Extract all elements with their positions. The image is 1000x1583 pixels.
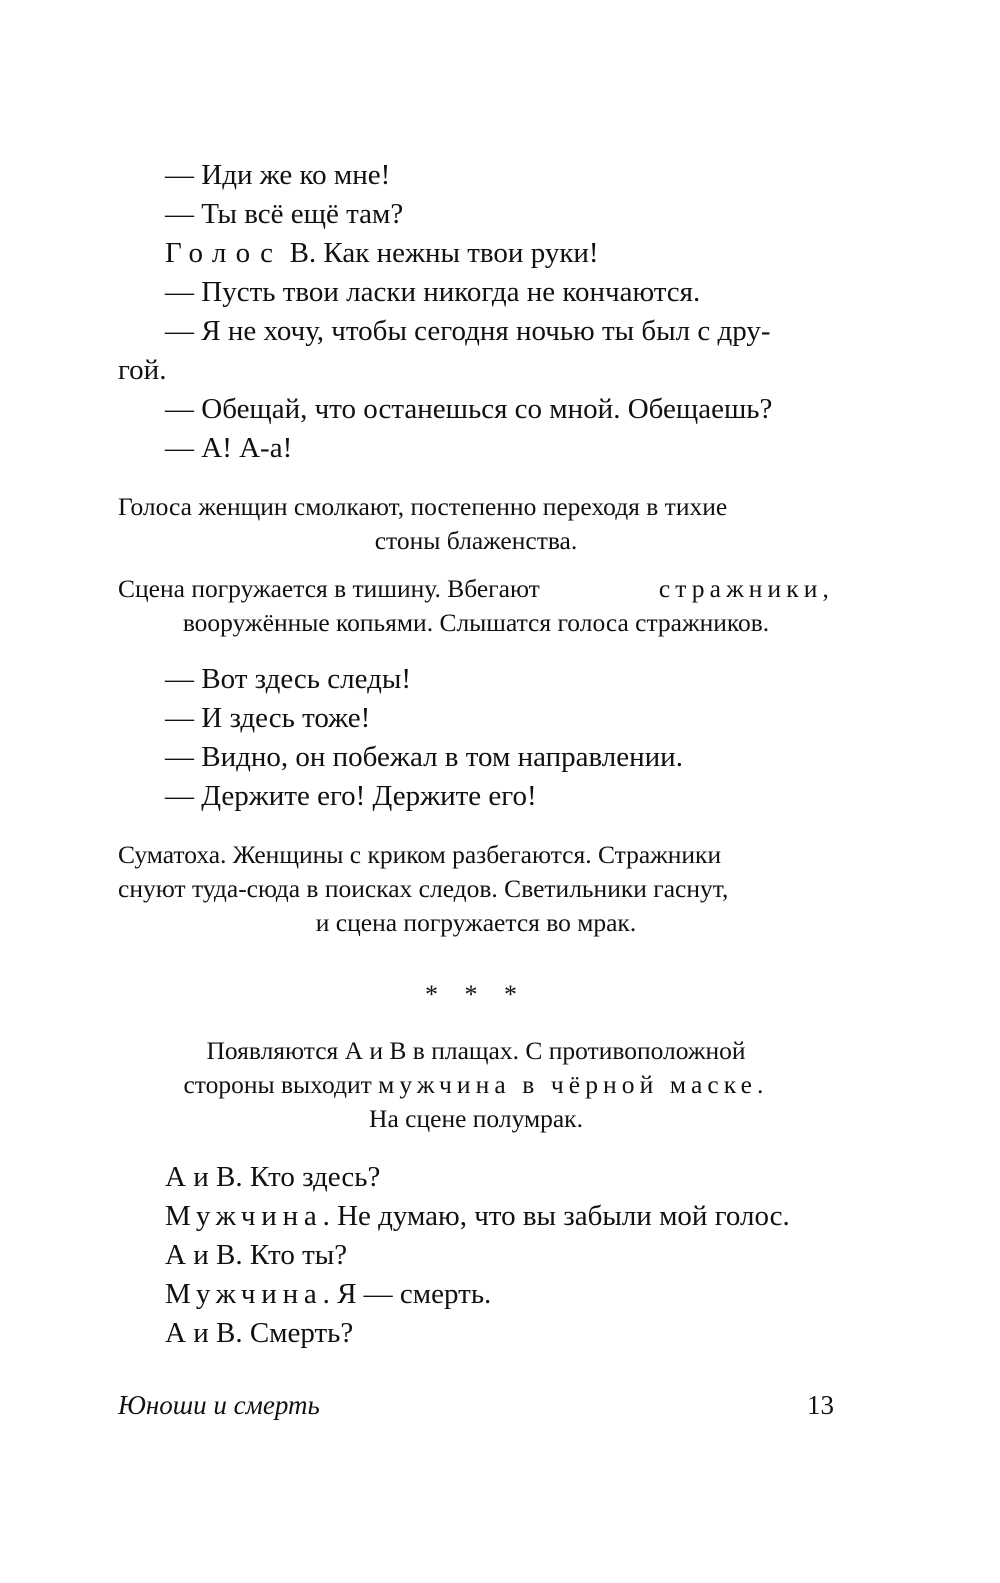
dialogue-block-2 (118, 660, 834, 816)
dialogue-line: — Видно, он побежал в том направлении. (165, 741, 683, 773)
dialogue-line: — Иди же ко мне! (165, 159, 391, 191)
dialogue-line-continuation: гой. (118, 354, 167, 386)
speech-text: В. Как нежны твои руки! (282, 237, 599, 269)
stage-line: снуют туда-сюда в поисках следов. Светильники гаснут, (118, 874, 729, 903)
stage-text: Сцена погружается в тишину. Вбегают (118, 574, 540, 603)
stage-line: и сцена погружается во мрак. (315, 908, 637, 937)
stage-line (118, 572, 834, 606)
speech-text: . Не думаю, что вы забыли мой голос. (322, 1200, 790, 1232)
stage-direction-3 (118, 838, 834, 940)
page-footer (118, 1390, 834, 1421)
stage-direction-2 (118, 572, 834, 640)
speech-text: . Кто здесь? (235, 1161, 381, 1193)
speaker-name: Мужчина (165, 1200, 323, 1232)
spaced-phrase: мужчина в чёрной маске. (378, 1070, 769, 1099)
speaker-name: Голос (165, 237, 283, 269)
dialogue-line: — Держите его! Держите его! (165, 780, 537, 812)
dialogue-line (118, 1314, 834, 1353)
dialogue-line: — Ты всё ещё там? (165, 198, 404, 230)
stage-line: Голоса женщин смолкают, постепенно переходя в тихие (118, 492, 728, 521)
running-title: Юноши и смерть (118, 1390, 320, 1420)
spaced-word: стражники, (658, 574, 834, 603)
speech-text: . Я — смерть. (322, 1278, 492, 1310)
page-number: 13 (807, 1390, 834, 1420)
stage-line (118, 1068, 834, 1102)
speaker-name: А и В (165, 1161, 236, 1193)
stage-direction-4 (118, 1034, 834, 1136)
speaker-name: А и В (165, 1239, 236, 1271)
speaker-name: Мужчина (165, 1278, 323, 1310)
dialogue-line: — А! А-а! (165, 432, 293, 464)
dialogue-line: — И здесь тоже! (165, 702, 371, 734)
dialogue-block-1 (118, 156, 834, 468)
dialogue-line (118, 1158, 834, 1197)
dialogue-line (118, 1275, 834, 1314)
stage-line: стоны блаженства. (374, 526, 578, 555)
stage-line: вооружённые копьями. Слышатся голоса стражников. (182, 608, 770, 637)
stage-direction-1 (118, 490, 834, 558)
dialogue-line: — Я не хочу, чтобы сегодня ночью ты был с дру- (165, 315, 771, 347)
stage-line: Суматоха. Женщины с криком разбегаются. Стражники (118, 840, 722, 869)
dialogue-line (118, 234, 834, 273)
dialogue-line: — Вот здесь следы! (165, 663, 411, 695)
speech-text: . Кто ты? (235, 1239, 348, 1271)
dialogue-line (118, 1236, 834, 1275)
page-body (118, 156, 834, 1353)
stage-line: Появляются А и В в плащах. С противоположной (206, 1036, 746, 1065)
stage-line: На сцене полумрак. (369, 1104, 583, 1133)
speaker-name: А и В (165, 1317, 236, 1349)
dialogue-line: — Обещай, что останешься со мной. Обещаешь? (165, 393, 773, 425)
dialogue-block-3 (118, 1158, 834, 1353)
dialogue-line (118, 1197, 834, 1236)
speech-text: . Смерть? (235, 1317, 354, 1349)
stage-text: стороны выходит (183, 1070, 379, 1099)
dialogue-line: — Пусть твои ласки никогда не кончаются. (165, 276, 701, 308)
section-separator: * * * (425, 980, 527, 1009)
